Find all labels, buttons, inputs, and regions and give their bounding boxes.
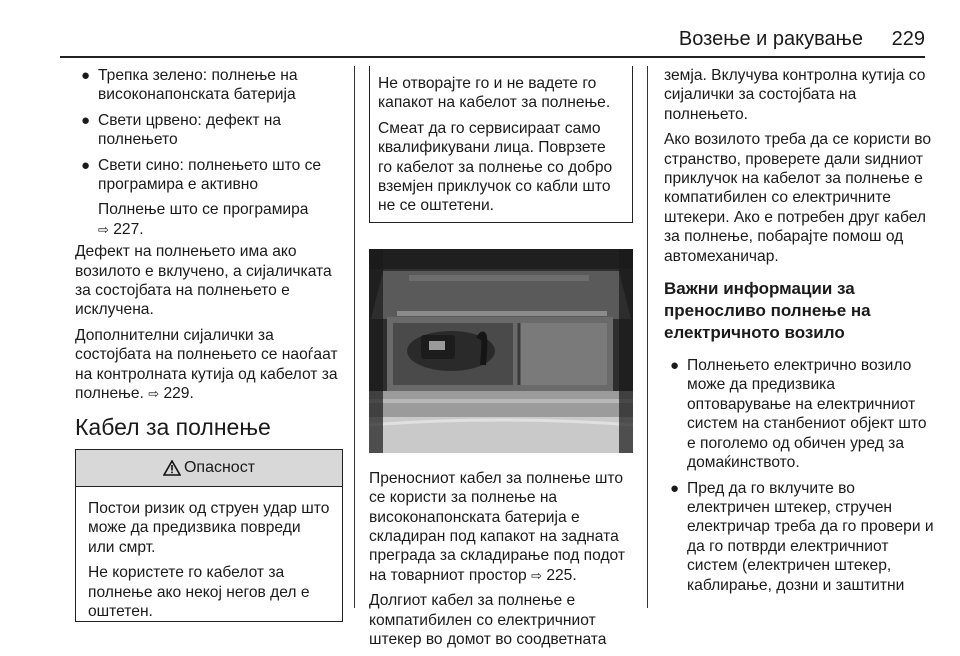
page-reference-text: 229. xyxy=(163,385,194,403)
column-divider-2 xyxy=(647,66,648,608)
column-1 xyxy=(75,66,343,622)
paragraph-text: Дополнителни сијалички за состојбата на полнењето се наоѓаат на контролната кутија од кабелот за полнење. xyxy=(75,326,338,403)
cargo-area-photo xyxy=(369,249,633,453)
list-item xyxy=(75,66,343,105)
bullet-dot-icon: ● xyxy=(81,67,91,84)
page-reference-link[interactable] xyxy=(148,385,194,402)
page-reference-text: 225. xyxy=(546,566,577,584)
section-heading: Важни информации за преносливо полнење на електричното возило xyxy=(664,279,871,343)
header-title: Возење и ракување xyxy=(678,28,863,50)
section-heading: Кабел за полнење xyxy=(75,413,271,440)
list-item xyxy=(664,479,934,595)
page-reference-arrow-icon: ⇨ xyxy=(148,386,160,402)
list-item xyxy=(75,156,343,195)
bullet-dot-icon: ● xyxy=(670,357,680,375)
page-header xyxy=(60,22,925,56)
page-reference-text: 227. xyxy=(113,220,144,238)
paragraph-text: Преносниот кабел за полнење што се користи за полнење на високонапонската батерија е складиран под капакот на задната преграда за складирање под подот на товарниот простор xyxy=(369,469,626,584)
list-item-text: Свети сино: полнењето што се програмира е активно xyxy=(98,156,322,194)
paragraph xyxy=(369,469,633,585)
page-reference-arrow-icon: ⇨ xyxy=(531,567,542,583)
header-rule xyxy=(60,56,925,58)
page-number: 229 xyxy=(891,28,925,50)
list-item xyxy=(664,356,934,472)
column-3 xyxy=(664,66,934,601)
page-reference-arrow-icon: ⇨ xyxy=(98,221,109,237)
danger-title: Опасност xyxy=(183,459,256,477)
danger-body xyxy=(76,487,342,621)
column-2 xyxy=(369,66,633,656)
paragraph: Долгиот кабел за полнење е компатибилен со електричниот штекер во домот во соодветната xyxy=(369,592,607,649)
list-item-text: Свети црвено: дефект на полнењето xyxy=(98,111,282,149)
danger-box-continued xyxy=(369,66,633,223)
paragraph: Дефект на полнењето има ако возилото е вклучено, а сијаличката за состојбата на полнењето е исклучена. xyxy=(75,243,332,319)
page-reference-link[interactable] xyxy=(98,220,343,239)
indented-reference xyxy=(75,200,343,239)
danger-header xyxy=(76,450,342,487)
paragraph xyxy=(75,326,343,404)
reference-title: Полнење што се програмира xyxy=(98,201,309,219)
list-item xyxy=(75,111,343,150)
warning-triangle-icon xyxy=(163,460,181,476)
list-item-text: Трепка зелено: полнење на високонапонската батерија xyxy=(98,67,298,104)
column-divider-1 xyxy=(354,66,355,608)
cargo-area-illustration xyxy=(369,249,633,453)
danger-text: Смеат да го сервисираат само квалификувани лица. Поврзете го кабелот за полнење со добро вземјен приклучок со кабли што не се оштетени. xyxy=(378,119,613,215)
bullet-dot-icon: ● xyxy=(81,156,91,174)
danger-text: Постои ризик од струен удар што може да предизвика повреди или смрт. xyxy=(88,499,330,556)
page-reference-link[interactable] xyxy=(531,567,577,584)
danger-box xyxy=(75,449,343,622)
list-item-text: Полнењето електрично возило може да предизвика оптоварување на електричниот систем на станбениот објект што е поголемо од обичен уред за домаќинството. xyxy=(687,357,927,472)
paragraph: Ако возилото треба да се користи во странство, проверете дали ѕидниот приклучок на кабелот за полнење е компатибилен со електричните штекери. Ако е потребен друг кабел за полнење, побарајте помош од автомеханичар. xyxy=(664,131,932,265)
danger-text: Не отворајте го и не вадете го капакот на кабелот за полнење. xyxy=(378,75,611,112)
paragraph: земја. Вклучува контролна кутија со сијалички за состојбата на полнењето. xyxy=(664,67,926,123)
list-item-text: Пред да го вклучите во електричен штекер, стручен електричар треба да го провери и да го потврди електричниот систем (електричен штекер, каблирање, дозни и заштитни xyxy=(687,479,934,594)
bullet-dot-icon: ● xyxy=(670,479,680,497)
danger-text: Не користете го кабелот за полнење ако некој негов дел е оштетен. xyxy=(88,564,310,620)
bullet-dot-icon: ● xyxy=(81,111,91,129)
